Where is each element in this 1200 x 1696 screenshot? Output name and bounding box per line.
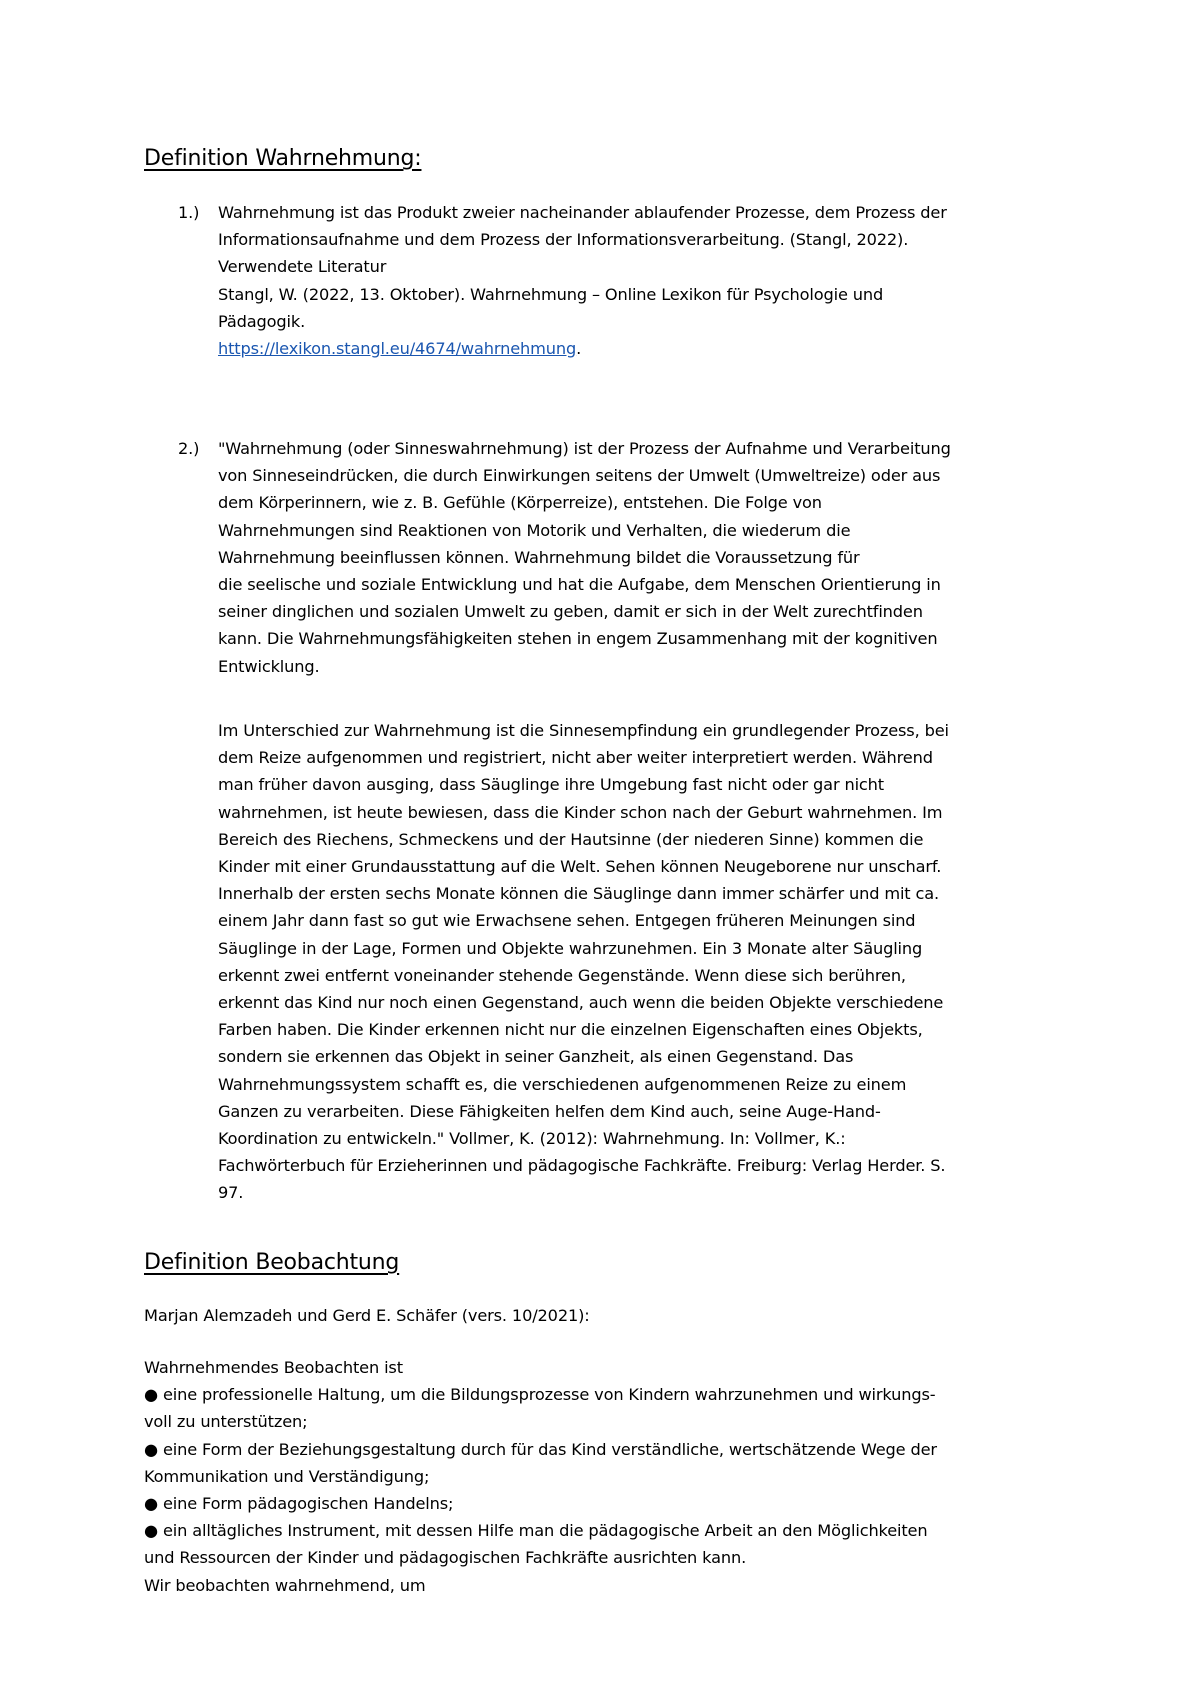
text-line: die seelische und soziale Entwicklung und hat die Aufgabe, dem Menschen Orientierung in xyxy=(218,575,941,595)
text-line: erkennt das Kind nur noch einen Gegenstand, auch wenn die beiden Objekte verschiedene xyxy=(218,993,944,1013)
text-line: Wahrnehmendes Beobachten ist xyxy=(144,1358,403,1377)
text-line: voll zu unterstützen; xyxy=(144,1412,308,1432)
list-item-content xyxy=(218,199,1078,362)
text-line: "Wahrnehmung (oder Sinneswahrnehmung) ist der Prozess der Aufnahme und Verarbeitung xyxy=(218,439,951,458)
text-line: Wir beobachten wahrnehmend, um xyxy=(144,1575,426,1595)
text-line: Säuglinge in der Lage, Formen und Objekte wahrzunehmen. Ein 3 Monate alter Säugling xyxy=(218,938,923,958)
text-line: Im Unterschied zur Wahrnehmung ist die Sinnesempfindung ein grundlegender Prozess, bei xyxy=(218,721,949,740)
text-line: kann. Die Wahrnehmungsfähigkeiten stehen in engem Zusammenhang mit der kognitiven xyxy=(218,629,938,649)
reference-link[interactable]: https://lexikon.stangl.eu/4674/wahrnehmung xyxy=(218,339,577,359)
bullet-line: ● eine Form pädagogischen Handelns; xyxy=(144,1494,454,1514)
section-heading-wahrnehmung: Definition Wahrnehmung: xyxy=(144,146,422,171)
section-heading-beobachtung: Definition Beobachtung xyxy=(144,1250,400,1275)
bullet-line: ● ein alltägliches Instrument, mit dessen Hilfe man die pädagogische Arbeit an den Möglichkeiten xyxy=(144,1521,928,1541)
text-line: einem Jahr dann fast so gut wie Erwachsene sehen. Entgegen früheren Meinungen sind xyxy=(218,911,916,931)
text-line: Ganzen zu verarbeiten. Diese Fähigkeiten helfen dem Kind auch, seine Auge-Hand- xyxy=(218,1101,881,1121)
text-line: erkennt zwei entfernt voneinander stehende Gegenstände. Wenn diese sich berühren, xyxy=(218,965,906,985)
text-line: Kinder mit einer Grundausstattung auf die Welt. Sehen können Neugeborene nur unscharf. xyxy=(218,857,942,877)
text-line: Kommunikation und Verständigung; xyxy=(144,1466,430,1486)
text-line: Verwendete Literatur xyxy=(218,257,387,277)
text-line: Wahrnehmungssystem schafft es, die verschiedenen aufgenommenen Reize zu einem xyxy=(218,1074,907,1094)
text-line: von Sinneseindrücken, die durch Einwirkungen seitens der Umwelt (Umweltreize) oder aus xyxy=(218,466,941,486)
text-line: Wahrnehmung ist das Produkt zweier nacheinander ablaufender Prozesse, dem Prozess der xyxy=(218,203,947,222)
text-line: seiner dinglichen und sozialen Umwelt zu geben, damit er sich in der Welt zurechtfinden xyxy=(218,602,923,622)
text-line: Wahrnehmungen sind Reaktionen von Motorik und Verhalten, die wiederum die xyxy=(218,520,851,540)
list-marker: 2.) xyxy=(178,439,200,458)
quote-paragraph-1 xyxy=(218,435,1078,680)
text-line: wahrnehmen, ist heute bewiesen, dass die Kinder schon nach der Geburt wahrnehmen. Im xyxy=(218,802,943,822)
text-line: Wahrnehmung beeinflussen können. Wahrnehmung bildet die Voraussetzung für xyxy=(218,547,860,567)
beobachtung-body xyxy=(144,1354,1074,1599)
text-line: Entwicklung. xyxy=(218,656,320,676)
text-line: Bereich des Riechens, Schmeckens und der Hautsinne (der niederen Sinne) kommen die xyxy=(218,829,924,849)
text-line: dem Körperinnern, wie z. B. Gefühle (Körperreize), entstehen. Die Folge von xyxy=(218,493,822,513)
text-line: Farben haben. Die Kinder erkennen nicht nur die einzelnen Eigenschaften eines Objekts, xyxy=(218,1020,923,1040)
text-line: Pädagogik. xyxy=(218,311,306,331)
text-line: Stangl, W. (2022, 13. Oktober). Wahrnehmung – Online Lexikon für Psychologie und xyxy=(218,284,884,304)
text-line: Koordination zu entwickeln." Vollmer, K. (2012): Wahrnehmung. In: Vollmer, K.: xyxy=(218,1129,846,1149)
text-line: Innerhalb der ersten sechs Monate können die Säuglinge dann immer schärfer und mit ca. xyxy=(218,884,940,904)
text-line: dem Reize aufgenommen und registriert, nicht aber weiter interpretiert werden. Während xyxy=(218,748,933,768)
text-line: man früher davon ausging, dass Säuglinge ihre Umgebung fast nicht oder gar nicht xyxy=(218,775,884,795)
bullet-line: ● eine Form der Beziehungsgestaltung durch für das Kind verständliche, wertschätzende Wege der xyxy=(144,1439,937,1459)
authors-line xyxy=(144,1302,1074,1329)
text-line: Marjan Alemzadeh und Gerd E. Schäfer (vers. 10/2021): xyxy=(144,1306,590,1325)
list-marker: 1.) xyxy=(178,203,200,222)
reference-link-line xyxy=(218,335,1078,362)
text-line: Informationsaufnahme und dem Prozess der Informationsverarbeitung. (Stangl, 2022). xyxy=(218,230,909,250)
text-line: Fachwörterbuch für Erzieherinnen und pädagogische Fachkräfte. Freiburg: Verlag Herder. S. xyxy=(218,1156,946,1176)
text-line: und Ressourcen der Kinder und pädagogischen Fachkräfte ausrichten kann. xyxy=(144,1548,747,1568)
quote-paragraph-2 xyxy=(218,717,1078,1207)
list-item-content xyxy=(218,717,1078,1207)
text-line: 97. xyxy=(218,1183,244,1203)
list-item-content xyxy=(218,435,1078,680)
link-suffix: . xyxy=(576,339,582,359)
bullet-line: ● eine professionelle Haltung, um die Bildungsprozesse von Kindern wahrzunehmen und wirkungs- xyxy=(144,1385,936,1405)
text-line: sondern sie erkennen das Objekt in seiner Ganzheit, als einen Gegenstand. Das xyxy=(218,1047,854,1067)
